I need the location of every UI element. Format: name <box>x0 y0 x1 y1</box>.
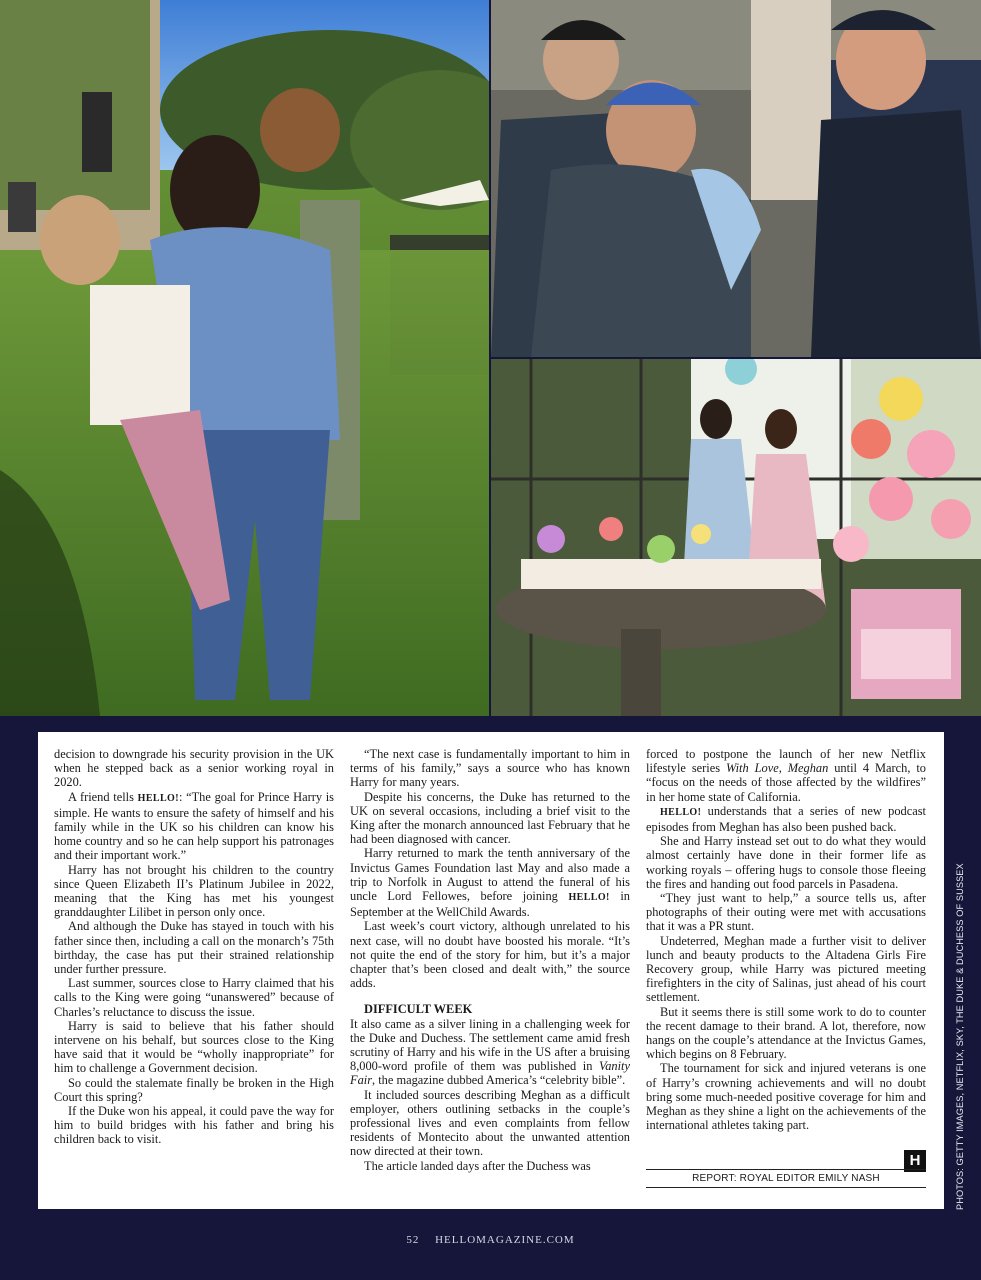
series-title: With Love, Meghan <box>725 761 829 776</box>
end-mark-icon: H <box>904 1150 926 1172</box>
paragraph <box>54 790 334 863</box>
paragraph <box>350 846 630 919</box>
paragraph: She and Harry instead set out to do what they would almost certainly have done in their former life as working royals – offering hugs to console those fleeing the fires and handing out food parcels in Pasadena. <box>646 834 926 891</box>
photo-credits: PHOTOS: GETTY IMAGES, NETFLIX, SKY, THE DUKE & DUCHESS OF SUSSEX <box>955 863 965 1210</box>
paragraph: “The next case is fundamentally important to him in terms of his family,” says a source who has known Harry for many years. <box>350 747 630 790</box>
paragraph: So could the stalemate finally be broken in the High Court this spring? <box>54 1075 334 1104</box>
photo-meghan-carrying-daughter <box>0 0 489 716</box>
paragraph: Despite his concerns, the Duke has returned to the UK on several occasions, including a brief visit to the King after the monarch announced last February that he had been diagnosed with cancer. <box>350 789 630 847</box>
paragraph <box>646 747 926 804</box>
article-panel <box>38 732 944 1209</box>
paragraph-text: in September at the WellChild Awards. <box>350 889 630 920</box>
paragraph-text: forced to postpone the launch of her new Netflix lifestyle series <box>646 747 926 776</box>
paragraph: And although the Duke has stayed in touch with his father since then, including a call on the monarch’s 75th birthday, the case has put their strained relationship under further pressure. <box>54 919 334 977</box>
paragraph-text: : “The goal for Prince Harry is simple. He wants to ensure the safety of himself and his family while in the UK so his children can know his home country and so he can help support his patronages and their important work.” <box>54 789 335 863</box>
photo-crowd-hug-scene <box>491 0 981 357</box>
paragraph-text: , the magazine dubbed America’s “celebrity bible”. <box>372 1073 626 1088</box>
paragraph-text: Harry returned to mark the tenth anniversary of the Invictus Games Foundation last May and also made a trip to Norfolk in August to attend the funeral of his uncle Lord Fellowes, before joining <box>350 846 630 904</box>
photo-hug-at-wildfire-relief <box>491 0 981 357</box>
report-byline: REPORT: ROYAL EDITOR EMILY NASH <box>646 1169 926 1188</box>
paragraph-text: until 4 March, to “focus on the needs of those affected by the wildfires” in her home state of California. <box>646 761 926 804</box>
hello-brand-mark: HELLO! <box>568 892 610 904</box>
page-footer <box>0 1234 981 1246</box>
paragraph: But it seems there is still some work to do to counter the recent damage to their brand. A lot, therefore, now hangs on the couple’s attendance at the Invictus Games, which begins on 8 February. <box>646 1004 926 1062</box>
paragraph: The article landed days after the Duchess was <box>364 1158 591 1173</box>
paragraph: Last summer, sources close to Harry claimed that his calls to the King were going “unanswered” because of Charles’s reluctance to discuss the issue. <box>54 976 334 1019</box>
article-column-2 <box>350 747 630 1173</box>
paragraph: If the Duke won his appeal, it could pave the way for him to build bridges with his father and bring his children back to visit. <box>54 1104 334 1147</box>
paragraph: decision to downgrade his security provision in the UK when he stepped back as a senior working royal in 2020. <box>54 747 334 790</box>
hello-brand-mark: HELLO! <box>137 792 179 804</box>
paragraph: Harry has not brought his children to the country since Queen Elizabeth II’s Platinum Jubilee in 2022, meaning that the King has met his youngest granddaughter Lilibet in person only once. <box>54 862 334 920</box>
paragraph-text: A friend tells <box>68 789 138 804</box>
publication-title: Vanity Fair <box>350 1059 630 1088</box>
paragraph-text: It also came as a silver lining in a challenging week for the Duke and Duchess. The settlement came amid fresh scrutiny of Harry and his wife in the US after a bruising 8,000-word profile of them was published in <box>350 1016 630 1074</box>
paragraph: The tournament for sick and injured veterans is one of Harry’s crowning achievements and will no doubt bring some much-needed positive coverage for him and Meghan as they shine a light on the achievements of the international athletes taking part. <box>646 1061 926 1133</box>
paragraph: Harry is said to believe that his father should intervene on his behalf, but sources close to the King have said that it would be “wholly inappropriate” for him to challenge a Government decision. <box>54 1018 334 1076</box>
article-column-1 <box>54 747 334 1147</box>
photo-tea-party-scene <box>491 359 981 716</box>
photo-garden-tea-party <box>491 359 981 716</box>
hello-brand-mark: HELLO! <box>660 806 702 818</box>
photo-garden-scene <box>0 0 489 716</box>
paragraph: It included sources describing Meghan as a difficult employer, others outlining setbacks in the couple’s professional lives and even complaints from fellow residents of Montecito about the unwanted attention now directed at their town. <box>350 1087 630 1159</box>
footer-site: HELLOMAGAZINE.COM <box>435 1234 575 1246</box>
paragraph <box>646 804 926 834</box>
paragraph <box>350 1017 630 1088</box>
paragraph: Undeterred, Meghan made a further visit to deliver lunch and beauty products to the Altadena Girls Fire Recovery group, while Harry was pictured meeting firefighters in the city of Salinas, just ahead of his court settlement. <box>646 933 926 1005</box>
page-number: 52 <box>406 1234 420 1246</box>
paragraph: “They just want to help,” a source tells us, after photographs of their outing were met with accusations that it was a PR stunt. <box>646 891 926 934</box>
article-column-3 <box>646 747 926 1169</box>
paragraph-text: understands that a series of new podcast episodes from Meghan has also been pushed back. <box>646 803 926 835</box>
subheading: DIFFICULT WEEK <box>364 1002 473 1017</box>
paragraph: Last week’s court victory, although unrelated to his next case, will no doubt have boosted his morale. “It’s not quite the end of the story for him, but it’s a major chapter that’s been closed and dealt with,” the source adds. <box>350 919 630 991</box>
